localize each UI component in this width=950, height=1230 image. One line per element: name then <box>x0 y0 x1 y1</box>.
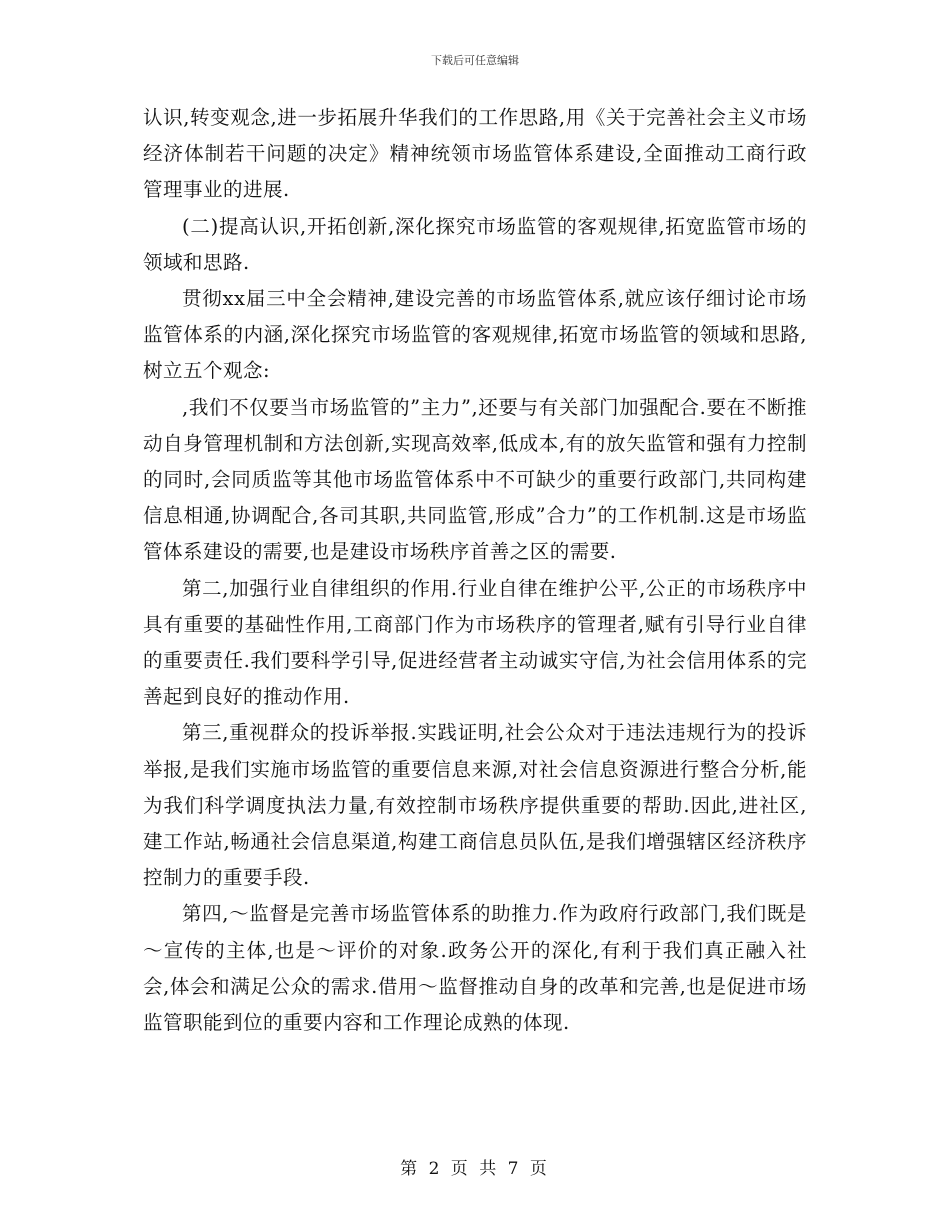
page-header-note: 下载后可任意编辑 <box>431 54 519 67</box>
paragraph-fourth-concept: 第四,～监督是完善市场监管体系的助推力.作为政府行政部门,我们既是～宣传的主体,也是～评价的对象.政务公开的深化,有利于我们真正融入社会,体会和满足公众的需求.借用～监督推动自身的改革和完善,也是促进市场监管职能到位的重要内容和工作理论成熟的体现. <box>143 902 807 1035</box>
paragraph-continuation: 认识,转变观念,进一步拓展升华我们的工作思路,用《关于完善社会主义市场经济体制若干问题的决定》精神统领市场监管体系建设,全面推动工商行政管理事业的进展. <box>143 106 807 202</box>
paragraph-first-concept: ,我们不仅要当市场监管的”主力”,还要与有关部门加强配合.要在不断推动自身管理机制和方法创新,实现高效率,低成本,有的放矢监管和强有力控制的同时,会同质监等其他市场监管体系中不可缺少的重要行政部门,共同构建信息相通,协调配合,各司其职,共同监管,形成”合力”的工作机制.这是市场监管体系建设的需要,也是建设市场秩序首善之区的需要. <box>143 395 807 564</box>
page-number: 第 2 页 共 7 页 <box>400 1159 550 1179</box>
paragraph-second-concept: 第二,加强行业自律组织的作用.行业自律在维护公平,公正的市场秩序中具有重要的基础性作用,工商部门作为市场秩序的管理者,赋有引导行业自律的重要责任.我们要科学引导,促进经营者主动诚实守信,为社会信用体系的完善起到良好的推动作用. <box>143 576 807 709</box>
document-body <box>143 100 807 1041</box>
paragraph-third-concept: 第三,重视群众的投诉举报.实践证明,社会公众对于违法违规行为的投诉举报,是我们实施市场监管的重要信息来源,对社会信息资源进行整合分析,能为我们科学调度执法力量,有效控制市场秩序提供重要的帮助.因此,进社区,建工作站,畅通社会信息渠道,构建工商信息员队伍,是我们增强辖区经济秩序控制力的重要手段. <box>143 721 807 890</box>
paragraph-five-concepts: 贯彻xx届三中全会精神,建设完善的市场监管体系,就应该仔细讨论市场监管体系的内涵,深化探究市场监管的客观规律,拓宽市场监管的领域和思路,树立五个观念: <box>143 287 807 383</box>
paragraph-section-heading: (二)提高认识,开拓创新,深化探究市场监管的客观规律,拓宽监管市场的领域和思路. <box>143 214 807 274</box>
